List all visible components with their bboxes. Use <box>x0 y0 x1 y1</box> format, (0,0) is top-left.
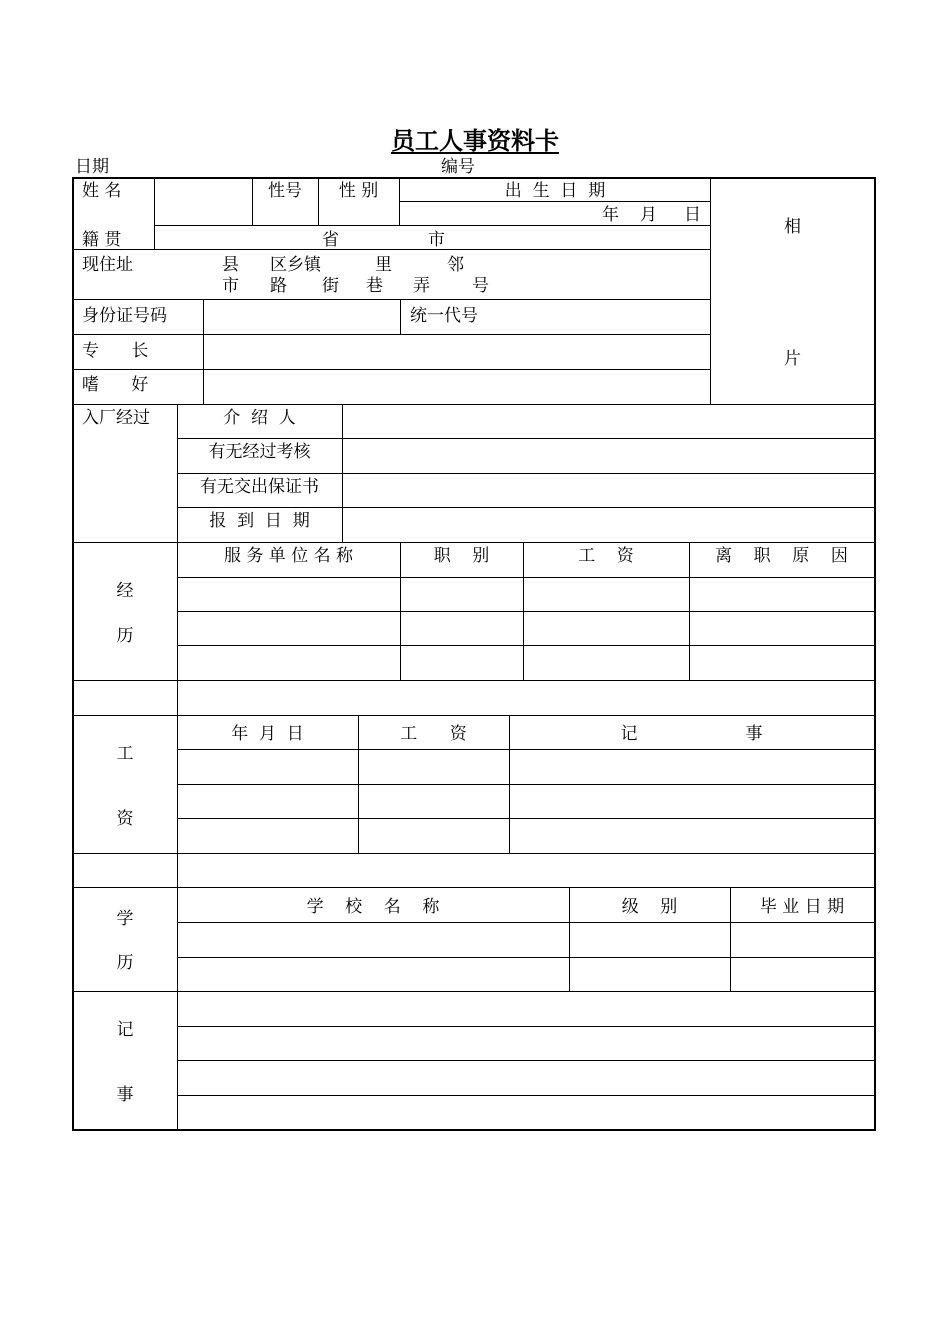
native-place-label: 籍 贯 <box>82 230 122 250</box>
province-label: 省 <box>322 230 339 250</box>
li-label: 里 <box>375 255 392 275</box>
notes-label-2: 事 <box>116 1085 134 1105</box>
salary-header-notes: 记 事 <box>620 724 763 744</box>
assessment-label: 有无经过考核 <box>208 442 311 462</box>
experience-label-1: 经 <box>116 581 134 601</box>
road-label: 路 <box>270 276 287 296</box>
salary-header-amount: 工 资 <box>400 724 467 744</box>
hao-label: 号 <box>472 276 489 296</box>
hobby-label: 嗜 好 <box>82 375 149 395</box>
education-label-1: 学 <box>116 909 134 929</box>
id-number-label: 身份证号码 <box>82 306 167 326</box>
education-label-2: 历 <box>116 953 134 973</box>
city-label: 市 <box>428 230 445 250</box>
notes-label-1: 记 <box>116 1020 134 1040</box>
education-header-grad-date: 毕 业 日 期 <box>759 897 845 917</box>
photo-label-top: 相 <box>784 217 801 237</box>
salary-label-1: 工 <box>116 744 134 764</box>
report-date-label: 报 到 日 期 <box>209 511 310 531</box>
experience-header-salary: 工 资 <box>578 546 634 566</box>
experience-header-reason: 离 职 原 因 <box>715 546 848 566</box>
experience-header-company: 服 务 单 位 名 称 <box>223 546 354 566</box>
page-title: 员工人事资料卡 <box>391 126 559 155</box>
experience-label-2: 历 <box>116 626 134 646</box>
photo-label-bottom: 片 <box>784 349 801 369</box>
experience-header-position: 职 别 <box>433 546 490 566</box>
guarantee-label: 有无交出保证书 <box>200 477 319 497</box>
unified-code-label: 统一代号 <box>410 306 478 326</box>
address-label: 现住址 <box>82 255 133 275</box>
introducer-label: 介 绍 人 <box>223 408 296 428</box>
surname-label: 性号 <box>268 181 302 201</box>
district-label: 区乡镇 <box>270 255 321 275</box>
name-label: 姓 名 <box>82 181 122 201</box>
salary-header-date: 年 月 日 <box>231 724 304 744</box>
day-label: 日 <box>684 205 701 225</box>
alley-label: 弄 <box>413 276 430 296</box>
number-label: 编号 <box>441 157 475 177</box>
month-label: 月 <box>640 205 657 225</box>
county-label: 县 <box>222 255 239 275</box>
street-label: 街 <box>322 276 339 296</box>
salary-label-2: 资 <box>116 809 134 829</box>
year-label: 年 <box>602 205 619 225</box>
education-header-school: 学 校 名 称 <box>306 897 440 917</box>
shi-label: 市 <box>222 276 239 296</box>
gender-label: 性 别 <box>338 181 379 201</box>
lane-label: 巷 <box>366 276 383 296</box>
date-label: 日期 <box>75 157 109 177</box>
lin-label: 邻 <box>447 255 464 275</box>
entry-label: 入厂经过 <box>82 408 150 428</box>
education-header-level: 级 别 <box>621 897 678 917</box>
birth-date-label: 出 生 日 期 <box>504 181 606 201</box>
specialty-label: 专 长 <box>82 341 149 361</box>
